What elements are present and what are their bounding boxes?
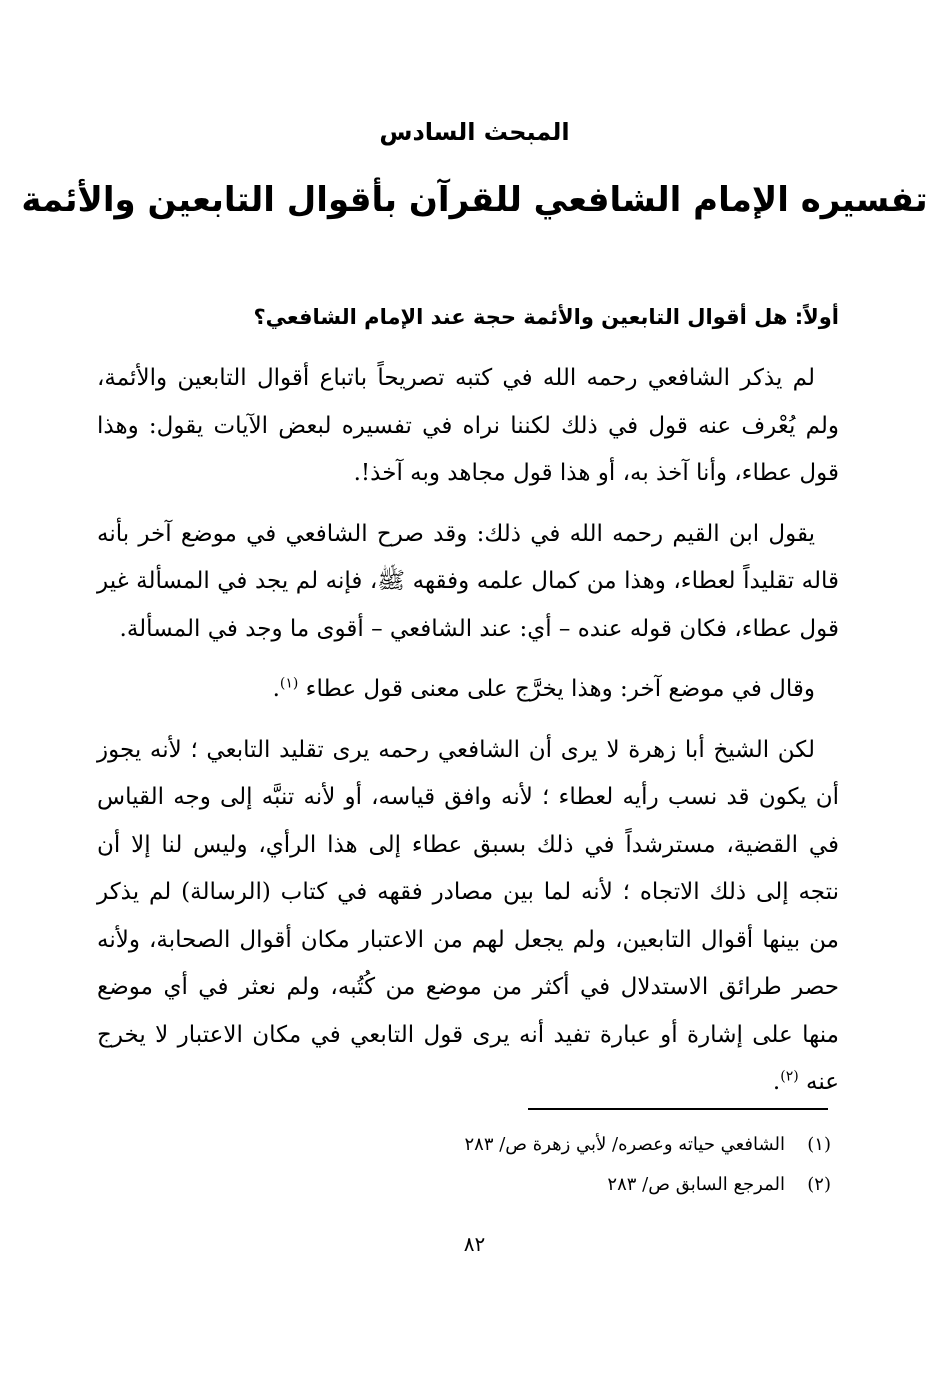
paragraph-3 bbox=[97, 666, 839, 714]
paragraph-4 bbox=[97, 727, 839, 1107]
section-label: المبحث السادس bbox=[379, 118, 570, 146]
footnote-divider bbox=[528, 1108, 828, 1110]
question-heading: أولاً: هل أقوال التابعين والأئمة حجة عند الإمام الشافعي؟ bbox=[253, 305, 839, 329]
paragraph-4-text: لكن الشيخ أبا زهرة لا يرى أن الشافعي رحمه يرى تقليد التابعي ؛ لأنه يجوز أن يكون قد نسب رأيه لعطاء ؛ لأنه وافق قياسه، أو لأنه تنبَّه إلى وجه القياس في القضية، مسترشداً في ذلك بسبق عطاء إلى هذا الرأي، وليس لنا إلا أن نتجه إلى ذلك الاتجاه ؛ لأنه لما بين مصادر فقهه في كتاب (الرسالة) لم يذكر من بينها أقوال التابعين، ولم يجعل لهم من الاعتبار مكان أقوال الصحابة، ولأنه حصر طرائق الاستدلال في أكثر من موضع من كُتُبه، ولم نعثر في أي موضع منها على إشارة أو عبارة تفيد أنه يرى قول التابعي في مكان الاعتبار لا يخرج عنه bbox=[97, 736, 839, 1095]
paragraph-3-end: . bbox=[272, 676, 280, 702]
footnote-1 bbox=[100, 1125, 831, 1165]
footnote-2-text: المرجع السابق ص/ ٢٨٣ bbox=[607, 1174, 785, 1195]
footnote-2 bbox=[100, 1165, 831, 1205]
footnote-2-number: (٢) bbox=[807, 1174, 831, 1195]
footnote-ref-2: (٢) bbox=[780, 1068, 799, 1085]
footnotes bbox=[100, 1125, 831, 1205]
paragraph-3-text: وقال في موضع آخر: وهذا يخرَّج على معنى قول عطاء bbox=[305, 676, 815, 702]
paragraph-2: يقول ابن القيم رحمه الله في ذلك: وقد صرح الشافعي في موضع آخر بأنه قاله تقليداً لعطاء، وهذا من كمال علمه وفقهه ﷺ، فإنه لم يجد في المسألة غير قول عطاء، فكان قوله عنده – أي: عند الشافعي – أقوى ما وجد في المسألة. bbox=[97, 520, 839, 642]
page-title: تفسيره الإمام الشافعي للقرآن بأقوال التابعين والأئمة bbox=[21, 180, 928, 220]
footnote-ref-1: (١) bbox=[279, 675, 299, 692]
footnote-1-text: الشافعي حياته وعصره/ لأبي زهرة ص/ ٢٨٣ bbox=[464, 1134, 785, 1155]
body-text bbox=[97, 355, 839, 1120]
paragraph-1: لم يذكر الشافعي رحمه الله في كتبه تصريحاً باتباع أقوال التابعين والأئمة، ولم يُعْرف عنه قول في ذلك لكننا نراه في تفسيره لبعض الآيات يقول: وهذا قول عطاء، وأنا آخذ به، أو هذا قول مجاهد وبه آخذ!. bbox=[97, 365, 839, 486]
footnote-1-number: (١) bbox=[807, 1134, 831, 1155]
paragraph-4-end: . bbox=[772, 1069, 781, 1095]
page-number: ٨٢ bbox=[463, 1232, 486, 1256]
